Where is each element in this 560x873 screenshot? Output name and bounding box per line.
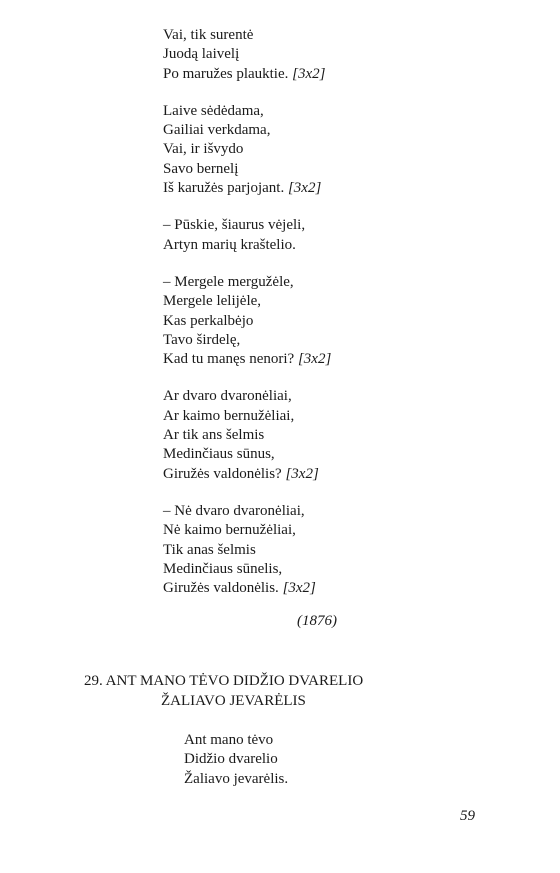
poem-line: Medinčiaus sūnelis, <box>163 560 283 577</box>
poem-line: Nė kaimo bernužėliai, <box>163 522 296 539</box>
poem-line: Ar dvaro dvaronėliai, <box>163 388 292 405</box>
stanza <box>163 216 463 255</box>
poem-line: Didžio dvarelio <box>184 751 278 768</box>
poem-line: Kad tu manęs nenori? [3x2] <box>163 351 332 368</box>
poem-line: Giružės valdonėlis. [3x2] <box>163 580 316 597</box>
poem-line: Gailiai verkdama, <box>163 122 271 139</box>
poem-line: Artyn marių kraštelio. <box>163 236 296 253</box>
refrain-mark: [3x2] <box>297 351 332 368</box>
song-title <box>84 672 363 711</box>
poem-line: Juodą laivelį <box>163 46 240 63</box>
stanza <box>163 387 463 483</box>
poem-line: Tavo širdelę, <box>163 331 241 348</box>
poem-line: Tik anas šelmis <box>163 541 256 558</box>
stanza <box>163 102 463 198</box>
poem-line: Po maružes plauktie. [3x2] <box>163 65 326 82</box>
poem-line: Vai, tik surentė <box>163 27 254 43</box>
poem-line: Giružės valdonėlis? [3x2] <box>163 465 319 482</box>
poem-line: Savo bernelį <box>163 160 239 177</box>
refrain-mark: [3x2] <box>285 465 319 482</box>
stanza <box>163 26 463 84</box>
poem-line: – Mergele mergužėle, <box>163 273 294 290</box>
stanza <box>163 273 463 369</box>
poem-line: Ar tik ans šelmis <box>163 427 265 444</box>
poem-line: Kas perkalbėjo <box>163 312 254 329</box>
refrain-mark: [3x2] <box>282 580 316 597</box>
poem-year: (1876) <box>297 613 337 629</box>
refrain-mark: [3x2] <box>292 65 326 82</box>
poem-line: – Nė dvaro dvaronėliai, <box>163 502 305 519</box>
song-title-line: 29. ANT MANO TĖVO DIDŽIO DVARELIO <box>84 673 364 689</box>
page-number: 59 <box>460 808 475 824</box>
poem-line: Ant mano tėvo <box>184 732 274 748</box>
poem-line: Laive sėdėdama, <box>163 102 264 119</box>
poem-line: Vai, ir išvydo <box>163 141 244 158</box>
stanza <box>163 502 463 598</box>
song-title-line: ŽALIAVO JEVARĖLIS <box>161 692 306 709</box>
poem-line: Mergele lelijėle, <box>163 293 262 310</box>
poem-text <box>163 26 463 616</box>
poem-line: Ar kaimo bernužėliai, <box>163 407 295 424</box>
poem-line: – Pūskie, šiaurus vėjeli, <box>163 217 306 234</box>
poem-line: Medinčiaus sūnus, <box>163 446 275 463</box>
refrain-mark: [3x2] <box>287 180 322 197</box>
poem-line: Žaliavo jevarėlis. <box>184 770 289 787</box>
song-text <box>184 731 288 789</box>
poem-line: Iš karužės parjojant. [3x2] <box>163 180 322 197</box>
